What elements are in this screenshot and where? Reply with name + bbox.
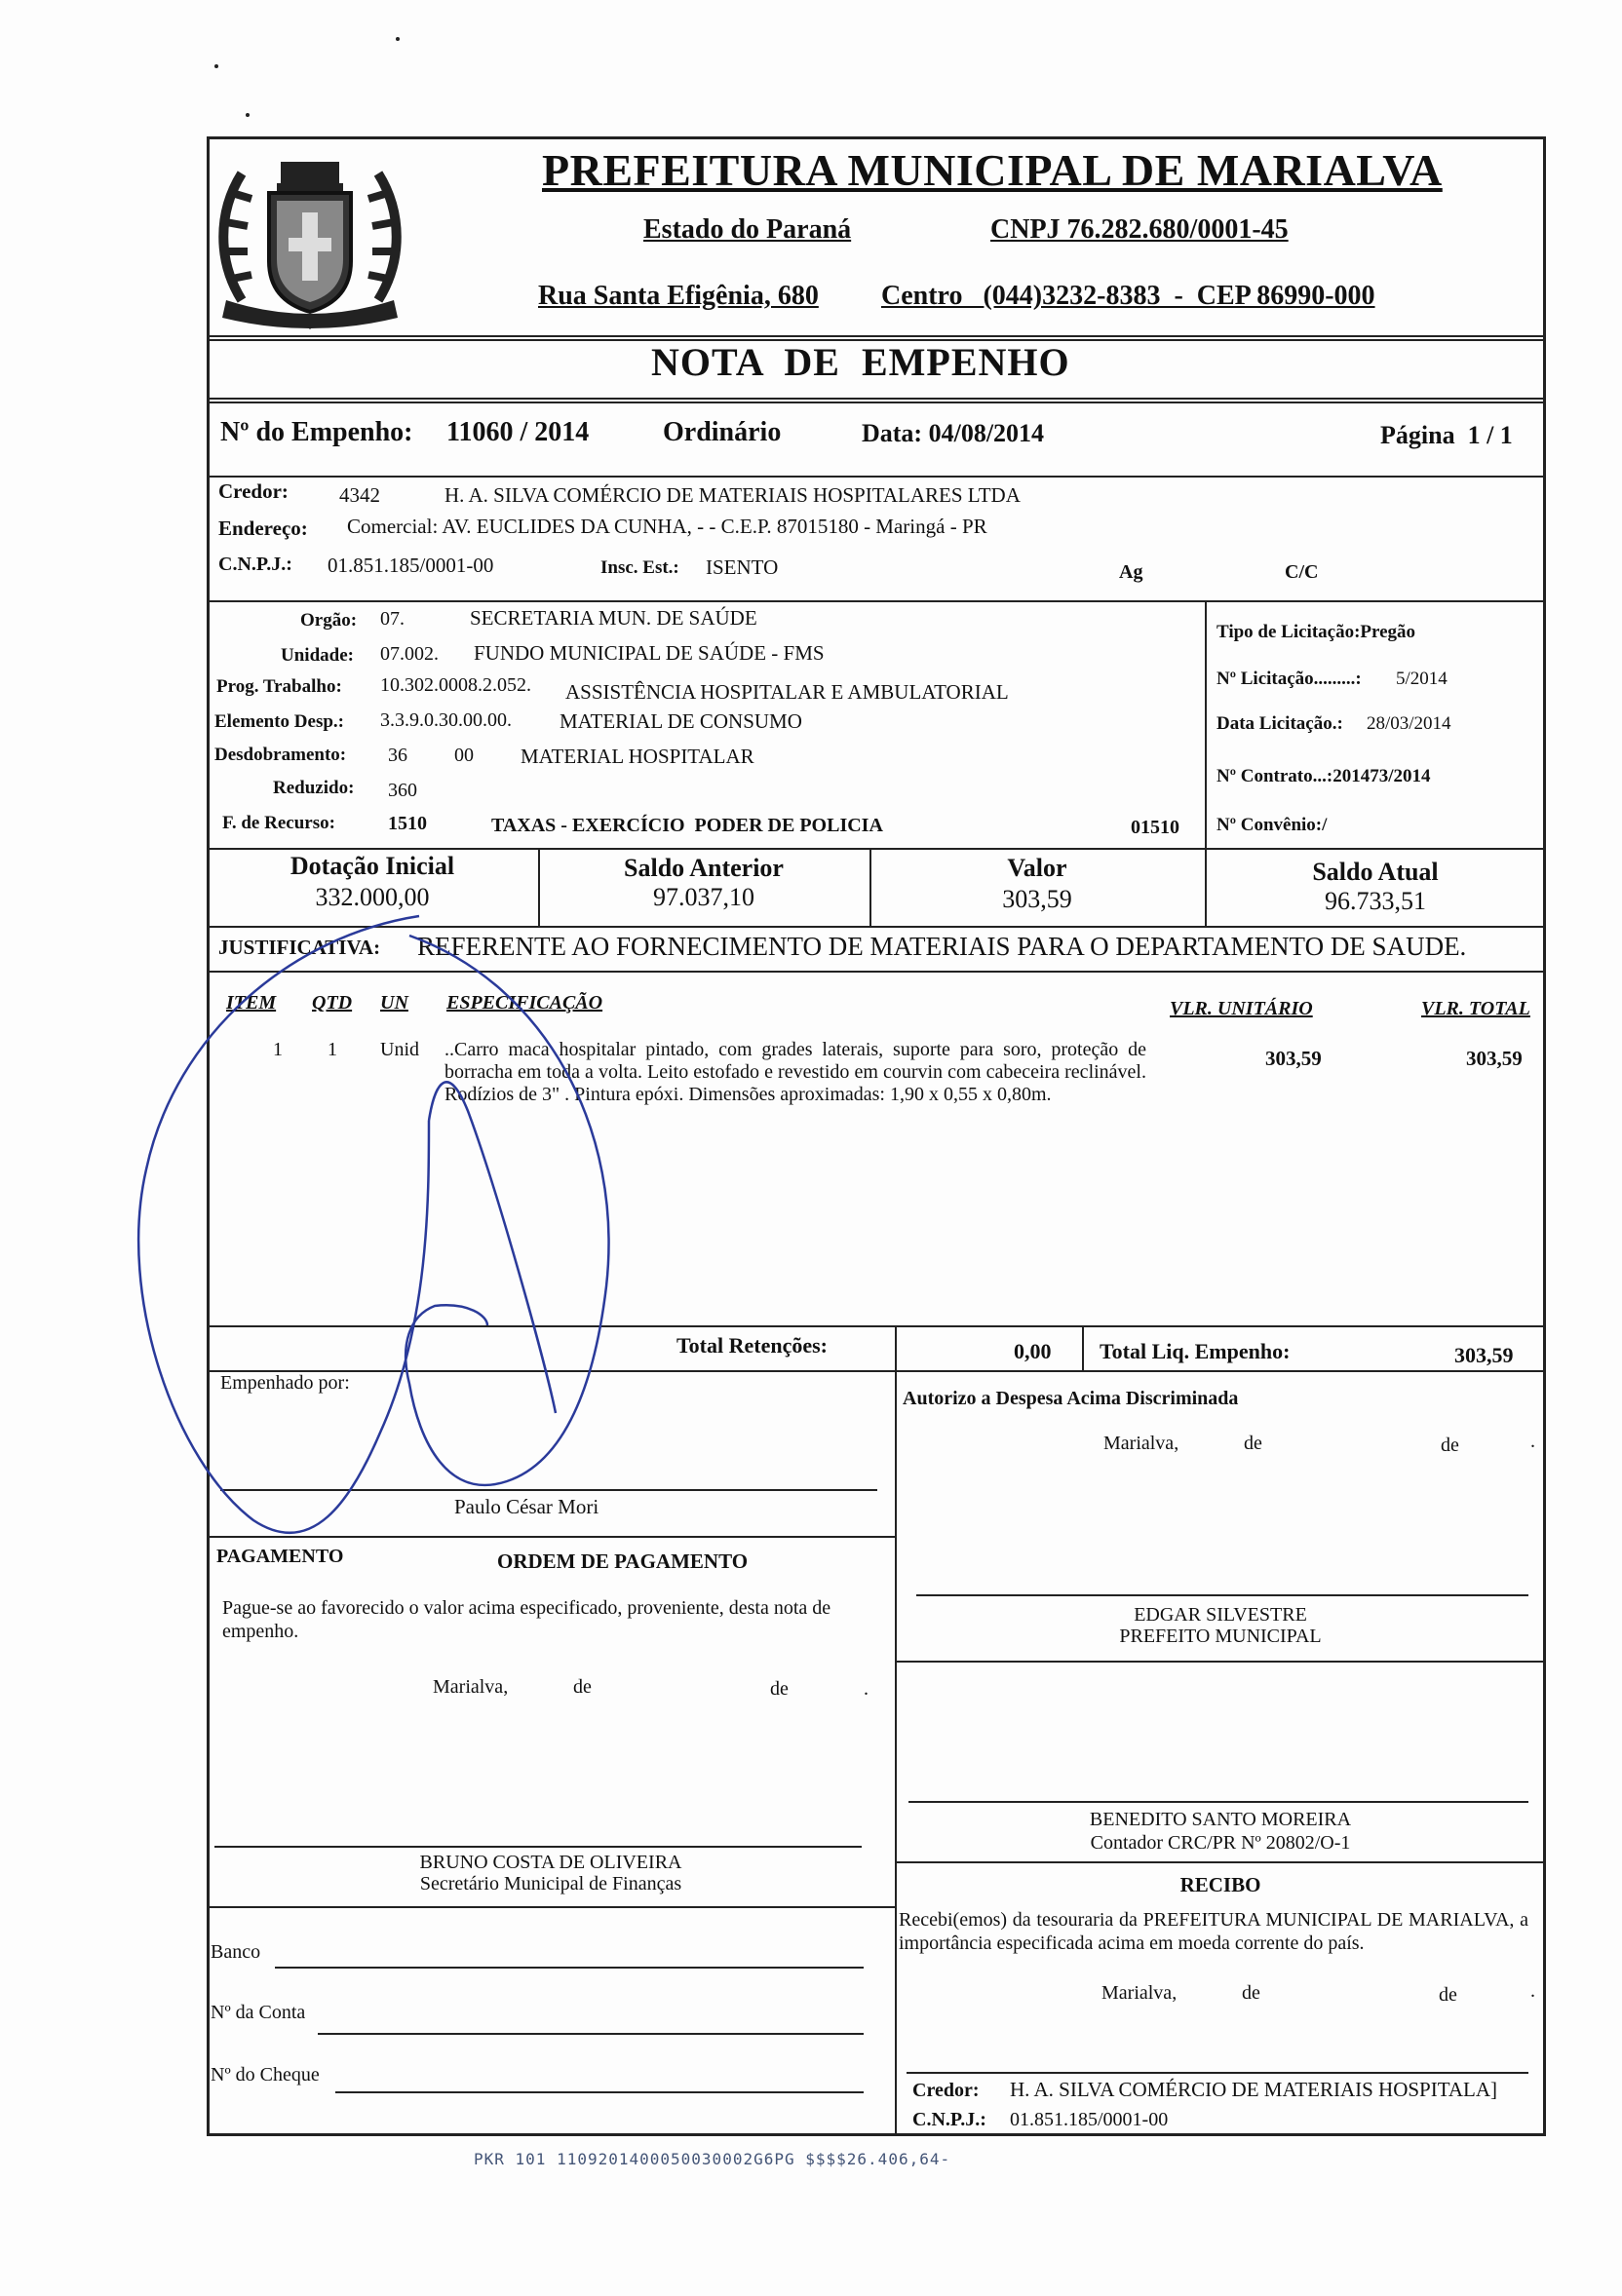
numero-licitacao-label: Nº Licitação.........: xyxy=(1216,669,1362,689)
saldo-atual-value: 96.733,51 xyxy=(1325,887,1426,915)
header-cnpj: CNPJ 76.282.680/0001-45 xyxy=(990,214,1289,245)
account-label: C/C xyxy=(1285,561,1319,583)
recibo-text: Recebi(emos) da tesouraria da PREFEITURA MUNICIPAL DE MARIALVA, a importância especificada acima em moeda corrente do país. xyxy=(899,1909,1528,1954)
tipo-licitacao: Tipo de Licitação:Pregão xyxy=(1216,622,1416,642)
valor-label: Valor xyxy=(1007,854,1067,882)
item-number: 1 xyxy=(273,1039,283,1060)
elemento-label: Elemento Desp.: xyxy=(214,711,344,732)
col-vlr-total: VLR. TOTAL xyxy=(1421,998,1530,1019)
recibo-period: . xyxy=(1530,1980,1535,2002)
pagamento-de-2: de xyxy=(770,1678,789,1700)
divider xyxy=(207,1536,895,1538)
retencoes-value: 0,00 xyxy=(1014,1339,1052,1363)
header-estado: Estado do Paraná xyxy=(643,214,852,245)
scan-speck xyxy=(214,64,218,68)
unidade-name: FUNDO MUNICIPAL DE SAÚDE - FMS xyxy=(474,641,825,665)
liquido-label: Total Liq. Empenho: xyxy=(1100,1339,1291,1363)
page-number: Página 1 / 1 xyxy=(1380,421,1513,449)
banco-line[interactable] xyxy=(275,1967,864,1969)
fonte-code-2: 01510 xyxy=(1131,817,1179,838)
contador-title: Contador CRC/PR Nº 20802/O-1 xyxy=(1090,1832,1351,1854)
col-qtd: QTD xyxy=(312,992,353,1014)
reduzido-value: 360 xyxy=(388,780,417,801)
recibo-de-1: de xyxy=(1242,1982,1260,2004)
credor-name: H. A. SILVA COMÉRCIO DE MATERIAIS HOSPITALARES LTDA xyxy=(444,483,1021,507)
recibo-cnpj: 01.851.185/0001-00 xyxy=(1010,2109,1169,2130)
pagamento-text: Pague-se ao favorecido o valor acima especificado, proveniente, desta nota de empenho. xyxy=(222,1597,831,1642)
cnpj-label: C.N.P.J.: xyxy=(218,554,292,575)
autorizo-city: Marialva, xyxy=(1103,1433,1179,1454)
header-contact: Centro (044)3232-8383 - CEP 86990-000 xyxy=(881,281,1375,311)
reduzido-label: Reduzido: xyxy=(273,778,355,798)
coat-of-arms-seal xyxy=(212,154,407,329)
fonte-name: TAXAS - EXERCÍCIO PODER DE POLICIA xyxy=(491,815,883,836)
pagamento-city: Marialva, xyxy=(433,1676,509,1698)
liquido-value: 303,59 xyxy=(1454,1343,1514,1367)
unidade-label: Unidade: xyxy=(281,645,354,666)
saldo-anterior-label: Saldo Anterior xyxy=(624,854,784,882)
elemento-name: MATERIAL DE CONSUMO xyxy=(560,709,802,733)
conta-line[interactable] xyxy=(318,2033,864,2035)
divider xyxy=(1082,1325,1084,1370)
divider xyxy=(1205,600,1207,850)
pagamento-de-1: de xyxy=(573,1676,592,1698)
credor-address: Comercial: AV. EUCLIDES DA CUNHA, - - C.E.P. 87015180 - Maringá - PR xyxy=(347,515,987,538)
divider xyxy=(207,1906,895,1908)
signature-line xyxy=(908,1801,1528,1803)
banco-label: Banco xyxy=(211,1941,261,1963)
divider xyxy=(207,402,1546,403)
numero-licitacao: 5/2014 xyxy=(1396,669,1448,689)
divider xyxy=(207,1370,1546,1372)
divider xyxy=(207,600,1546,602)
autorizo-de-1: de xyxy=(1244,1433,1262,1454)
divider xyxy=(207,1325,1546,1327)
divider xyxy=(907,2072,1528,2074)
desdobramento-code-2: 00 xyxy=(454,745,474,766)
divider xyxy=(895,1661,1546,1663)
recibo-cnpj-label: C.N.P.J.: xyxy=(912,2109,986,2130)
contador-name: BENEDITO SANTO MOREIRA xyxy=(1089,1809,1352,1830)
item-unit-value: 303,59 xyxy=(1265,1047,1322,1070)
cheque-line[interactable] xyxy=(335,2091,864,2093)
document-title: NOTA DE EMPENHO xyxy=(651,340,1070,384)
fonte-label: F. de Recurso: xyxy=(222,813,335,833)
data-licitacao: 28/03/2014 xyxy=(1367,713,1451,734)
address-label: Endereço: xyxy=(218,517,308,540)
dotacao-label: Dotação Inicial xyxy=(290,852,455,880)
divider xyxy=(207,926,1546,928)
fonte-code: 1510 xyxy=(388,813,427,834)
recibo-label: RECIBO xyxy=(1179,1873,1261,1896)
scan-speck xyxy=(396,37,400,41)
divider xyxy=(207,476,1546,478)
pagamento-period: . xyxy=(864,1678,869,1700)
header-address: Rua Santa Efigênia, 680 xyxy=(538,281,819,311)
cheque-label: Nº do Cheque xyxy=(211,2064,320,2086)
divider xyxy=(207,398,1546,400)
ordem-pagamento-label: ORDEM DE PAGAMENTO xyxy=(497,1550,749,1573)
scan-speck xyxy=(246,113,250,117)
prefeito-title: PREFEITO MUNICIPAL xyxy=(1119,1626,1322,1647)
credor-code: 4342 xyxy=(339,483,380,507)
footer-code: PKR 101 1109201400050030002G6PG $$$$26.406,64- xyxy=(474,2150,951,2168)
agency-label: Ag xyxy=(1119,561,1143,583)
desdobramento-code-1: 36 xyxy=(388,745,407,766)
secretario-name: BRUNO COSTA DE OLIVEIRA xyxy=(419,1852,682,1873)
recibo-de-2: de xyxy=(1439,1984,1457,2006)
prog-name: ASSISTÊNCIA HOSPITALAR E AMBULATORIAL xyxy=(565,680,1009,704)
divider xyxy=(207,848,1546,850)
signature-line xyxy=(220,1489,877,1491)
autorizo-label: Autorizo a Despesa Acima Discriminada xyxy=(903,1388,1239,1409)
autorizo-period: . xyxy=(1530,1431,1535,1452)
divider xyxy=(207,971,1546,973)
signature-line xyxy=(916,1594,1528,1596)
empenhado-label: Empenhado por: xyxy=(220,1372,350,1394)
divider xyxy=(895,1861,1546,1863)
col-item: ITEM xyxy=(226,992,277,1014)
retencoes-label: Total Retenções: xyxy=(676,1333,828,1358)
numero-contrato: Nº Contrato...:201473/2014 xyxy=(1216,766,1431,786)
col-especificacao: ESPECIFICAÇÃO xyxy=(446,992,603,1014)
unidade-code: 07.002. xyxy=(380,643,439,665)
empenho-date: Data: 04/08/2014 xyxy=(862,419,1045,447)
item-unit: Unid xyxy=(380,1039,419,1060)
prefeito-name: EDGAR SILVESTRE xyxy=(1134,1604,1307,1626)
orgao-label: Orgão: xyxy=(300,610,358,631)
item-total-value: 303,59 xyxy=(1466,1047,1523,1070)
data-licitacao-label: Data Licitação.: xyxy=(1216,713,1343,734)
orgao-code: 07. xyxy=(380,608,405,630)
divider xyxy=(207,335,1546,337)
empenho-number: 11060 / 2014 xyxy=(446,417,590,447)
credor-cnpj: 01.851.185/0001-00 xyxy=(328,554,494,577)
prog-label: Prog. Trabalho: xyxy=(216,676,342,697)
header-title: PREFEITURA MUNICIPAL DE MARIALVA xyxy=(542,145,1443,195)
insc-label: Insc. Est.: xyxy=(600,557,679,578)
divider xyxy=(895,1370,897,2136)
divider xyxy=(895,1325,897,1370)
justificativa-label: JUSTIFICATIVA: xyxy=(218,936,381,959)
col-vlr-unitario: VLR. UNITÁRIO xyxy=(1170,998,1313,1019)
col-un: UN xyxy=(380,992,408,1014)
item-description: ..Carro maca hospitalar pintado, com grades laterais, suporte para soro, proteção de borracha em toda a volta. Leito estofado e revestido em courvin com cabeceira reclinável. Rodízios de 3" . Pintura epóxi. Dimensões aproximadas: 1,90 x 0,55 x 0,80m. xyxy=(444,1039,1146,1105)
insc-value: ISENTO xyxy=(706,555,779,579)
numero-convenio: Nº Convênio:/ xyxy=(1216,815,1328,835)
item-qty: 1 xyxy=(328,1039,337,1060)
elemento-code: 3.3.9.0.30.00.00. xyxy=(380,709,512,731)
dotacao-value: 332.000,00 xyxy=(315,883,430,911)
secretario-title: Secretário Municipal de Finanças xyxy=(419,1873,682,1894)
saldo-atual-label: Saldo Atual xyxy=(1312,858,1439,886)
signature-line xyxy=(214,1846,862,1848)
desdobramento-name: MATERIAL HOSPITALAR xyxy=(521,745,754,768)
empenho-type: Ordinário xyxy=(663,417,782,447)
orgao-name: SECRETARIA MUN. DE SAÚDE xyxy=(470,606,757,630)
saldo-anterior-value: 97.037,10 xyxy=(653,883,754,911)
prog-code: 10.302.0008.2.052. xyxy=(380,674,531,696)
recibo-credor-label: Credor: xyxy=(912,2080,980,2101)
recibo-city: Marialva, xyxy=(1101,1982,1178,2004)
autorizo-de-2: de xyxy=(1441,1435,1459,1456)
valor-value: 303,59 xyxy=(1002,885,1072,913)
conta-label: Nº da Conta xyxy=(211,2002,306,2023)
pagamento-label: PAGAMENTO xyxy=(216,1546,344,1567)
desdobramento-label: Desdobramento: xyxy=(214,745,347,765)
empenhado-name: Paulo César Mori xyxy=(454,1495,599,1518)
recibo-credor-name: H. A. SILVA COMÉRCIO DE MATERIAIS HOSPITALA] xyxy=(1010,2078,1498,2101)
credor-label: Credor: xyxy=(218,479,289,503)
justificativa-text: REFERENTE AO FORNECIMENTO DE MATERIAIS PARA O DEPARTAMENTO DE SAUDE. xyxy=(417,932,1467,961)
empenho-number-label: Nº do Empenho: xyxy=(220,417,413,447)
